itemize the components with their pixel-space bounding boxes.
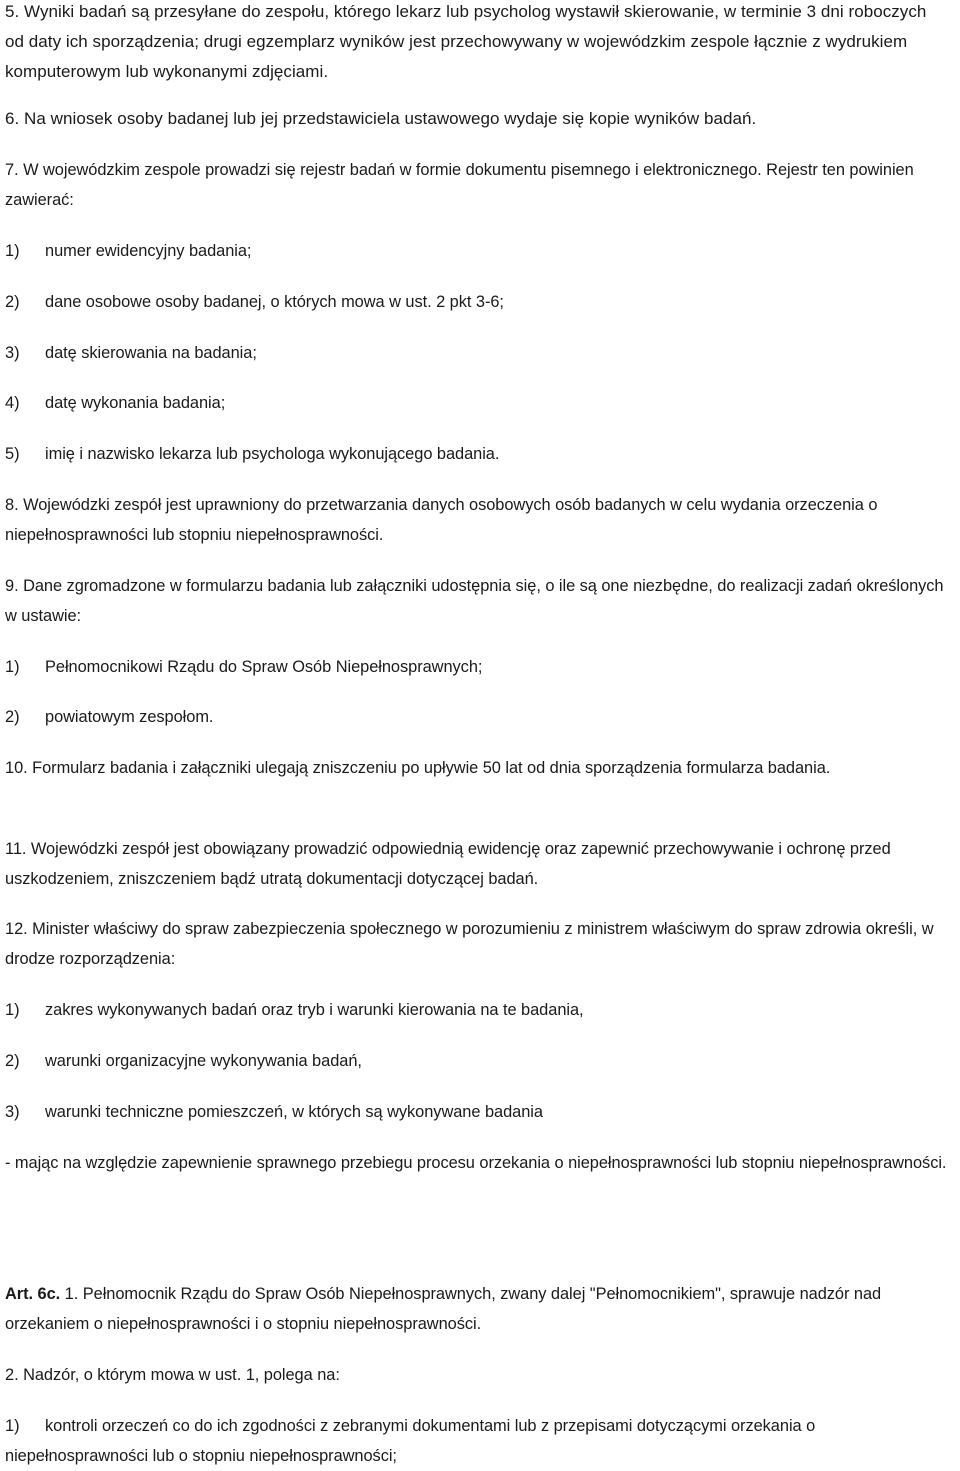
- list-item-number: 4): [5, 394, 20, 412]
- list-item-number: 1): [5, 1001, 20, 1019]
- paragraph-11: 11. Wojewódzki zespół jest obowiązany prowadzić odpowiednią ewidencję oraz zapewnić przechowywanie i ochronę przed uszkodzeniem, zniszczeniem bądź utratą dokumentacji dotyczącej badań.: [5, 840, 891, 888]
- article-6c-paragraph-1: [5, 1279, 950, 1339]
- paragraph-8: 8. Wojewódzki zespół jest uprawniony do przetwarzania danych osobowych osób badanych w celu wydania orzeczenia o niepełnosprawności lub stopniu niepełnosprawności.: [5, 496, 878, 544]
- list-item: [5, 439, 955, 469]
- article-6c-paragraph-2: 2. Nadzór, o którym mowa w ust. 1, polega na:: [5, 1366, 340, 1384]
- list-item-text: numer ewidencyjny badania;: [45, 242, 252, 260]
- paragraph-6: 6. Na wniosek osoby badanej lub jej przedstawiciela ustawowego wydaje się kopie wyników badań.: [5, 109, 757, 128]
- article-6c-paragraph-1-text: 1. Pełnomocnik Rządu do Spraw Osób Niepełnosprawnych, zwany dalej "Pełnomocnikiem", sprawuje nadzór nad orzekaniem o niepełnosprawności i o stopniu niepełnosprawności.: [5, 1285, 882, 1333]
- list-item: [5, 652, 955, 682]
- list-item-number: 1): [5, 242, 20, 260]
- list-item-text: powiatowym zespołom.: [45, 708, 214, 726]
- list-item: [5, 287, 955, 317]
- list-item: [5, 338, 955, 368]
- list-item-number: 2): [5, 708, 20, 726]
- list-item-number: 3): [5, 344, 20, 362]
- paragraph-7: 7. W wojewódzkim zespole prowadzi się rejestr badań w formie dokumentu pisemnego i elektronicznego. Rejestr ten powinien zawierać:: [5, 161, 914, 209]
- list-item: [5, 1411, 957, 1471]
- list-item-text: dane osobowe osoby badanej, o których mowa w ust. 2 pkt 3-6;: [45, 293, 504, 311]
- list-item-text: datę wykonania badania;: [45, 394, 226, 412]
- list-item-number: 5): [5, 445, 20, 463]
- list-item: [5, 1046, 955, 1076]
- list-item: [5, 1097, 955, 1127]
- list-item-text: Pełnomocnikowi Rządu do Spraw Osób Niepełnosprawnych;: [45, 658, 483, 676]
- list-item: [5, 388, 955, 418]
- paragraph-5: 5. Wyniki badań są przesyłane do zespołu, którego lekarz lub psycholog wystawił skierowanie, w terminie 3 dni roboczych od daty ich sporządzenia; drugi egzemplarz wyników jest przechowywany w wojewódzkim zespole łącznie z wydrukiem komputerowym lub wykonanymi zdjęciami.: [5, 2, 927, 81]
- list-item-text: datę skierowania na badania;: [45, 344, 257, 362]
- list-item: [5, 995, 955, 1025]
- list-item: [5, 236, 955, 266]
- paragraph-9: 9. Dane zgromadzone w formularzu badania lub załączniki udostępnia się, o ile są one niezbędne, do realizacji zadań określonych w ustawie:: [5, 577, 944, 625]
- list-item-number: 2): [5, 1052, 20, 1070]
- list-item-number: 2): [5, 293, 20, 311]
- paragraph-12-tail: - mając na względzie zapewnienie sprawnego przebiegu procesu orzekania o niepełnosprawności lub stopniu niepełnosprawności.: [5, 1154, 947, 1172]
- list-item-number: 3): [5, 1103, 20, 1121]
- list-item-text: kontroli orzeczeń co do ich zgodności z zebranymi dokumentami lub z przepisami dotyczącymi orzekania o niepełnosprawności lub o stopniu niepełnosprawności;: [5, 1417, 816, 1465]
- list-item-text: warunki organizacyjne wykonywania badań,: [45, 1052, 362, 1070]
- list-item-number: 1): [5, 1417, 20, 1435]
- list-item-text: imię i nazwisko lekarza lub psychologa wykonującego badania.: [45, 445, 500, 463]
- paragraph-10: 10. Formularz badania i załączniki ulegają zniszczeniu po upływie 50 lat od dnia sporządzenia formularza badania.: [5, 759, 831, 777]
- list-item-text: warunki techniczne pomieszczeń, w których są wykonywane badania: [45, 1103, 543, 1121]
- article-label: Art. 6c.: [5, 1285, 61, 1303]
- list-item-text: zakres wykonywanych badań oraz tryb i warunki kierowania na te badania,: [45, 1001, 584, 1019]
- paragraph-12: 12. Minister właściwy do spraw zabezpieczenia społecznego w porozumieniu z ministrem właściwym do spraw zdrowia określi, w drodze rozporządzenia:: [5, 920, 934, 968]
- list-item-number: 1): [5, 658, 20, 676]
- list-item: [5, 702, 955, 732]
